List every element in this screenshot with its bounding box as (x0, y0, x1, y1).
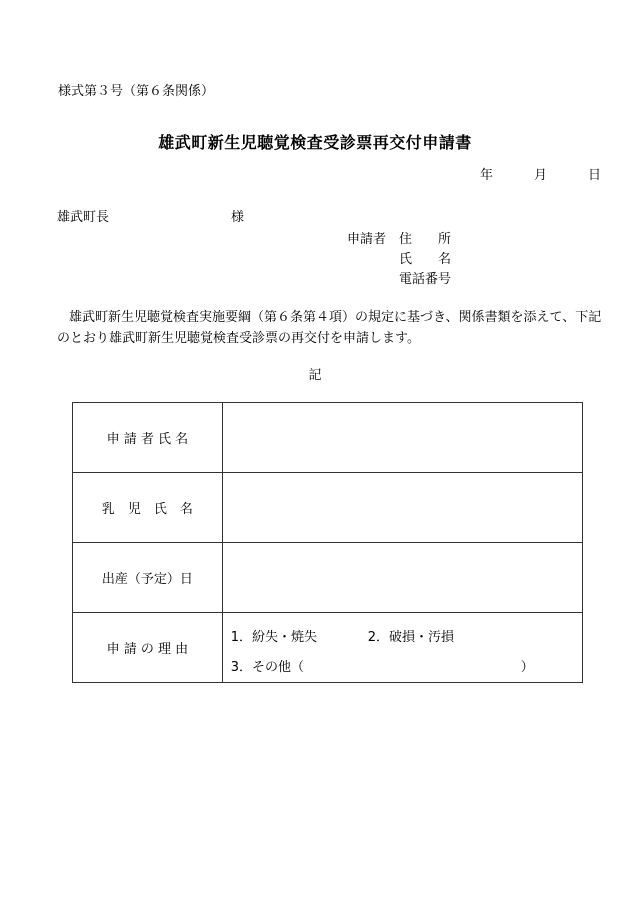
reason-cell (222, 613, 582, 683)
table-row (73, 473, 583, 543)
infant-name-cell[interactable] (222, 473, 582, 543)
document-title: 雄武町新生児聴覚検査受診票再交付申請書 (158, 133, 472, 152)
birth-date-cell[interactable] (222, 543, 582, 613)
phone-field-label: 電話番号 (399, 272, 452, 287)
date-month-label: 月 (534, 168, 548, 183)
honorific: 様 (231, 210, 245, 225)
infant-name-label: 乳 児 氏 名 (73, 473, 223, 543)
reason-other-close-paren: ） (520, 660, 534, 675)
date-year-label: 年 (480, 168, 494, 183)
applicant-label: 申請者 (347, 232, 387, 247)
table-row (73, 543, 583, 613)
body-paragraph: 雄武町新生児聴覚検査実施要綱（第６条第４項）の規定に基づき、関係書類を添えて、下記のとおり雄武町新生児聴覚検査受診票の再交付を申請します。 (57, 310, 602, 346)
applicant-name-cell[interactable] (222, 403, 582, 473)
addressee: 雄武町長 (57, 210, 110, 225)
reason-option-lost[interactable]: 1．紛失・焼失 (230, 630, 318, 645)
name-field-label: 氏 名 (399, 252, 452, 267)
reason-option-other[interactable]: 3．その他（ (230, 660, 305, 675)
application-table (72, 402, 583, 683)
reason-option-damaged[interactable]: 2．破損・汚損 (367, 630, 455, 645)
applicant-name-label: 申 請 者 氏 名 (73, 403, 223, 473)
table-row (73, 613, 583, 683)
date-day-label: 日 (588, 168, 602, 183)
table-row (73, 403, 583, 473)
form-number: 様式第３号（第６条関係） (58, 84, 215, 99)
ki-heading: 記 (308, 368, 322, 383)
address-field-label: 住 所 (399, 232, 452, 247)
birth-date-label: 出産（予定）日 (73, 543, 223, 613)
reason-label: 申 請 の 理 由 (73, 613, 223, 683)
